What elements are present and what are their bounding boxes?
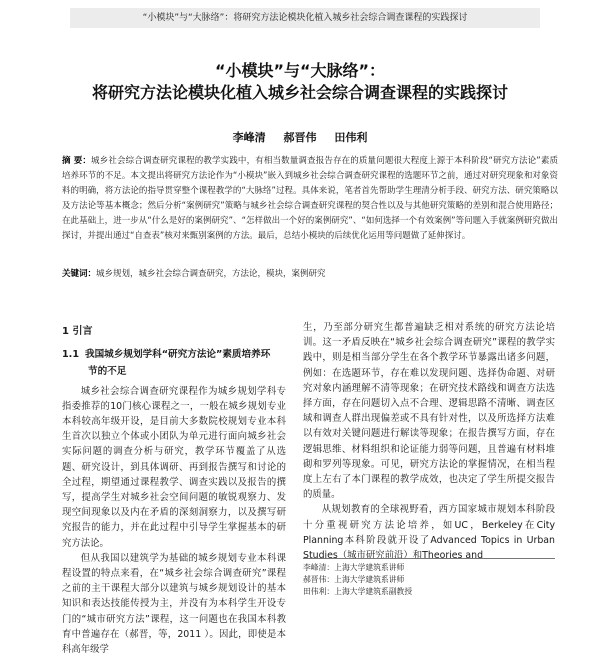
author-affiliations	[303, 558, 555, 598]
body-paragraph-4: 从规划教育的全球视野看，西方国家城市规划本科阶段十分重视研究方法论培养，如UC，Berkeley在City Planning本科阶段就开设了Advanced Topics in Urban Studies（城市研究前沿）和Theories and	[303, 504, 555, 562]
subsection-heading	[62, 347, 286, 362]
abstract-text: 城乡社会综合调查研究课程的教学实践中，有相当数量调查报告存在的质量问题很大程度上源于本科阶段“研究方法论”素质培养环节的不足。本文提出将研究方法论作为“小模块”嵌入到城乡社会综合调查研究课程的选题环节之前，通过对研究现象和对象资料的明确，将方法论的指导贯穿整个课程教学的“大脉络”过程。具体来说，笔者首先帮助学生理清分析手段、研究方法、研究策略以及方法论等基本概念；然后分析“案例研究”策略与城乡社会综合调查研究课程的契合性以及与其他研究策略的差别和混合使用路径；在此基础上，进一步从“什么是好的案例研究”、“怎样做出一个好的案例研究”、“如何选择一个有效案例”等问题入手就案例研究做出探讨，并提出通过“自查表”核对来甄别案例的方法。最后，总结小模块的后续优化运用等问题做了延伸探讨。	[62, 156, 558, 241]
affiliation-2: 郝晋伟：上海大学建筑系讲师	[303, 575, 405, 584]
subsection-title-line-1: 我国城乡规划学科“研究方法论”素质培养环	[85, 349, 271, 361]
right-column	[303, 320, 555, 563]
body-paragraph-2: 但从我国以建筑学为基础的城乡规划专业本科课程设置的特点来看，在“城乡社会综合调查研究”课程之前的主干课程大部分以建筑与城乡规划设计的基本知识和表达技能传授为主，并没有为本科学生开设专门的“城市研究方法”课程，这一问题也在我国本科教育中普遍存在（郝晋，等，2011 ）。因此，即使是本科高年级学	[62, 552, 286, 656]
keywords	[62, 267, 558, 279]
body-paragraph-3: 生，乃至部分研究生都普遍缺乏相对系统的研究方法论培训。这一矛盾反映在“城乡社会综合调查研究”课程的教学实践中，则是相当部分学生在各个教学环节暴露出诸多问题，例如：在选题环节，存在难以发现问题、选择伪命题、对研究对象内涵理解不清等现象；在研究技术路线和调查方法选择方面，存在问题切入点不合理、逻辑思路不清晰、调查区域和调查人群出现偏差或不具有针对性，以及所选择方法难以有效对关键问题进行解读等现象；在报告撰写方面，存在逻辑思维、材料组织和论证能力弱等问题，且普遍有材料堆砌和罗列等现象。可见，研究方法论的掌握情况，在相当程度上左右了本门课程的教学成效，也决定了学生所提交报告的质量。	[303, 322, 555, 501]
article-title-line-1: “小模块”与“大脉络”：	[214, 61, 386, 80]
subsection-number: 1.1	[62, 349, 79, 361]
body-paragraph-1: 城乡社会综合调查研究课程作为城乡规划学科专指委推荐的10门核心课程之一，一般在城乡规划专业本科较高年级开设，是目前大多数院校规划专业本科生首次以独立个体或小团队为单元进行面向城乡社会实际问题的调查分析与研究，教学环节覆盖了从选题、研究设计，到具体调研、再到报告撰写和讨论的全过程，期望通过课程教学、调查实践以及报告的撰写，提高学生对城乡社会空间问题的敏锐观察力、发现空间现象以及内在矛盾的深刻洞察力，以及撰写研究报告的能力，并在此过程中引导学生掌握基本的研究方法论。	[62, 385, 286, 549]
article-title-line-2: 将研究方法论模块化植入城乡社会综合调查课程的实践探讨	[91, 83, 508, 102]
keywords-text: 城乡规划，城乡社会综合调查研究，方法论，模块，案例研究	[96, 269, 326, 279]
abstract-label: 摘 要：	[62, 156, 92, 166]
section-heading: 1 引言	[62, 326, 93, 337]
affiliation-1: 李峰清：上海大学建筑系讲师	[303, 563, 405, 572]
subsection-heading-cont: 节的不足	[88, 366, 127, 378]
keywords-label: 关键词：	[62, 269, 97, 279]
affiliation-3: 田伟利：上海大学建筑系副教授	[303, 587, 413, 596]
abstract	[62, 154, 558, 244]
running-header: “小模块”与“大脉络”：将研究方法论模块化植入城乡社会综合调查课程的实践探讨	[70, 8, 540, 28]
left-column	[62, 324, 286, 657]
authors: 李峰清 郝晋伟 田伟利	[232, 131, 368, 144]
